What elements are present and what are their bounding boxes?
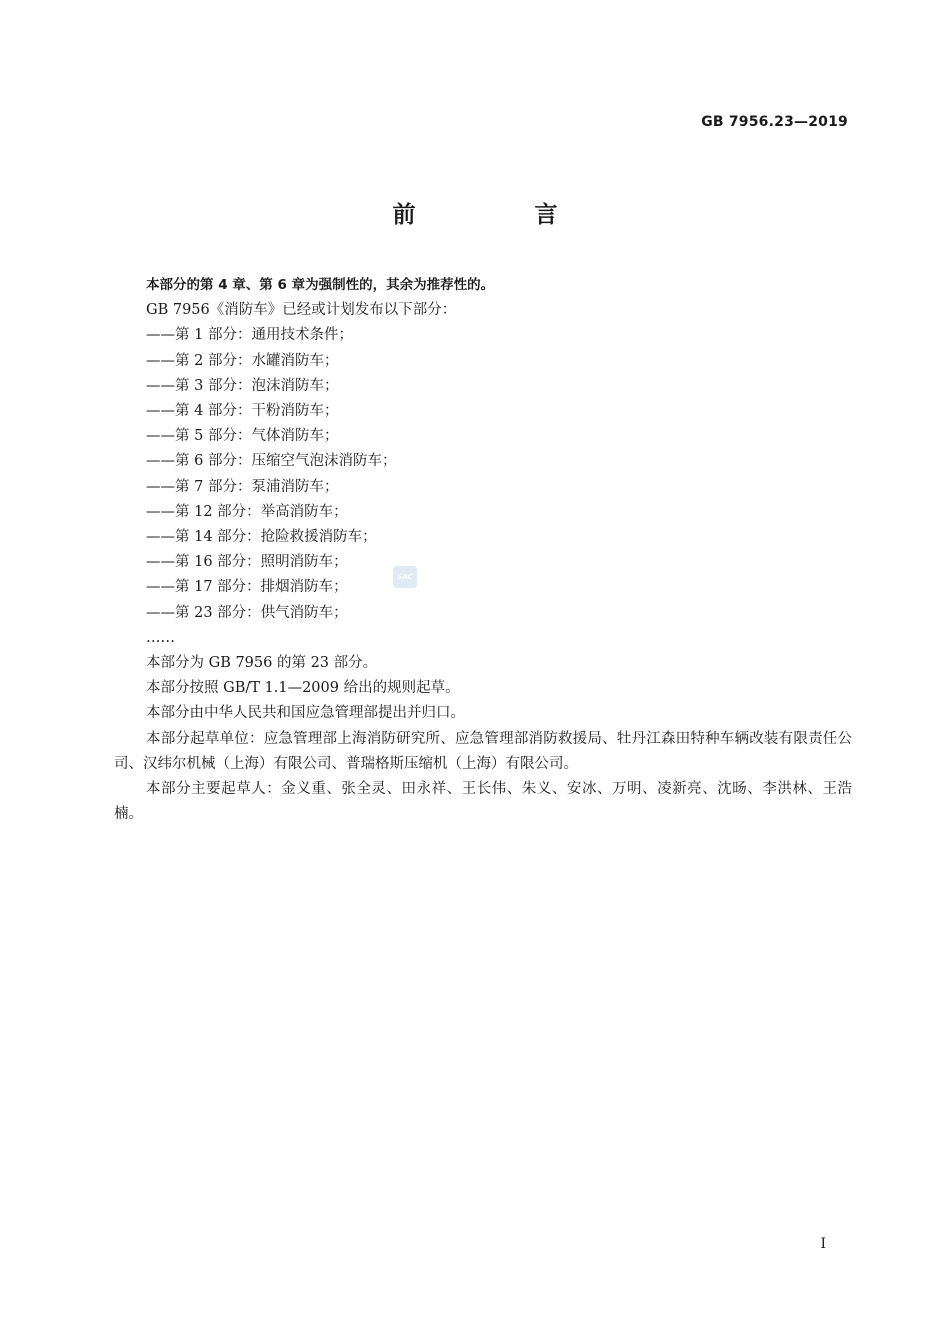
page-title: 前 言	[392, 202, 606, 228]
list-item: ——第 3 部分：泡沫消防车；	[146, 377, 339, 394]
proposer-statement: 本部分由中华人民共和国应急管理部提出并归口。	[146, 705, 465, 722]
list-item: ——第 7 部分：泵浦消防车；	[146, 478, 339, 495]
part-statement: 本部分为 GB 7956 的第 23 部分。	[146, 655, 378, 672]
document-body	[114, 273, 852, 827]
list-ellipsis: ……	[146, 629, 175, 646]
list-item: ——第 1 部分：通用技术条件；	[146, 327, 353, 344]
mandatory-note: 本部分的第 4 章、第 6 章为强制性的，其余为推荐性的。	[146, 277, 495, 293]
list-item: ——第 2 部分：水罐消防车；	[146, 352, 339, 369]
list-item: ——第 6 部分：压缩空气泡沫消防车；	[146, 453, 397, 470]
list-item: ——第 5 部分：气体消防车；	[146, 428, 339, 445]
list-item: ——第 17 部分：排烟消防车；	[146, 579, 348, 596]
page-number: I	[820, 1236, 826, 1252]
drafting-units: 本部分起草单位：应急管理部上海消防研究所、应急管理部消防救援局、牡丹江森田特种车辆改装有限责任公司、汉纬尔机械（上海）有限公司、普瑞格斯压缩机（上海）有限公司。	[114, 730, 852, 772]
sac-watermark-logo: SAC	[393, 566, 417, 588]
series-intro: GB 7956《消防车》已经或计划发布以下部分：	[146, 302, 457, 319]
list-item: ——第 23 部分：供气消防车；	[146, 604, 348, 621]
list-item: ——第 4 部分：干粉消防车；	[146, 403, 339, 420]
drafting-rules: 本部分按照 GB/T 1.1—2009 给出的规则起草。	[146, 680, 460, 697]
list-item: ——第 16 部分：照明消防车；	[146, 554, 348, 571]
main-drafters: 本部分主要起草人：金义重、张全灵、田永祥、王长伟、朱义、安冰、万明、凌新亮、沈旸、李洪林、王浩楠。	[114, 781, 852, 823]
list-item: ——第 14 部分：抢险救援消防车；	[146, 529, 377, 546]
standard-code: GB 7956.23—2019	[701, 114, 848, 130]
list-item: ——第 12 部分：举高消防车；	[146, 503, 348, 520]
